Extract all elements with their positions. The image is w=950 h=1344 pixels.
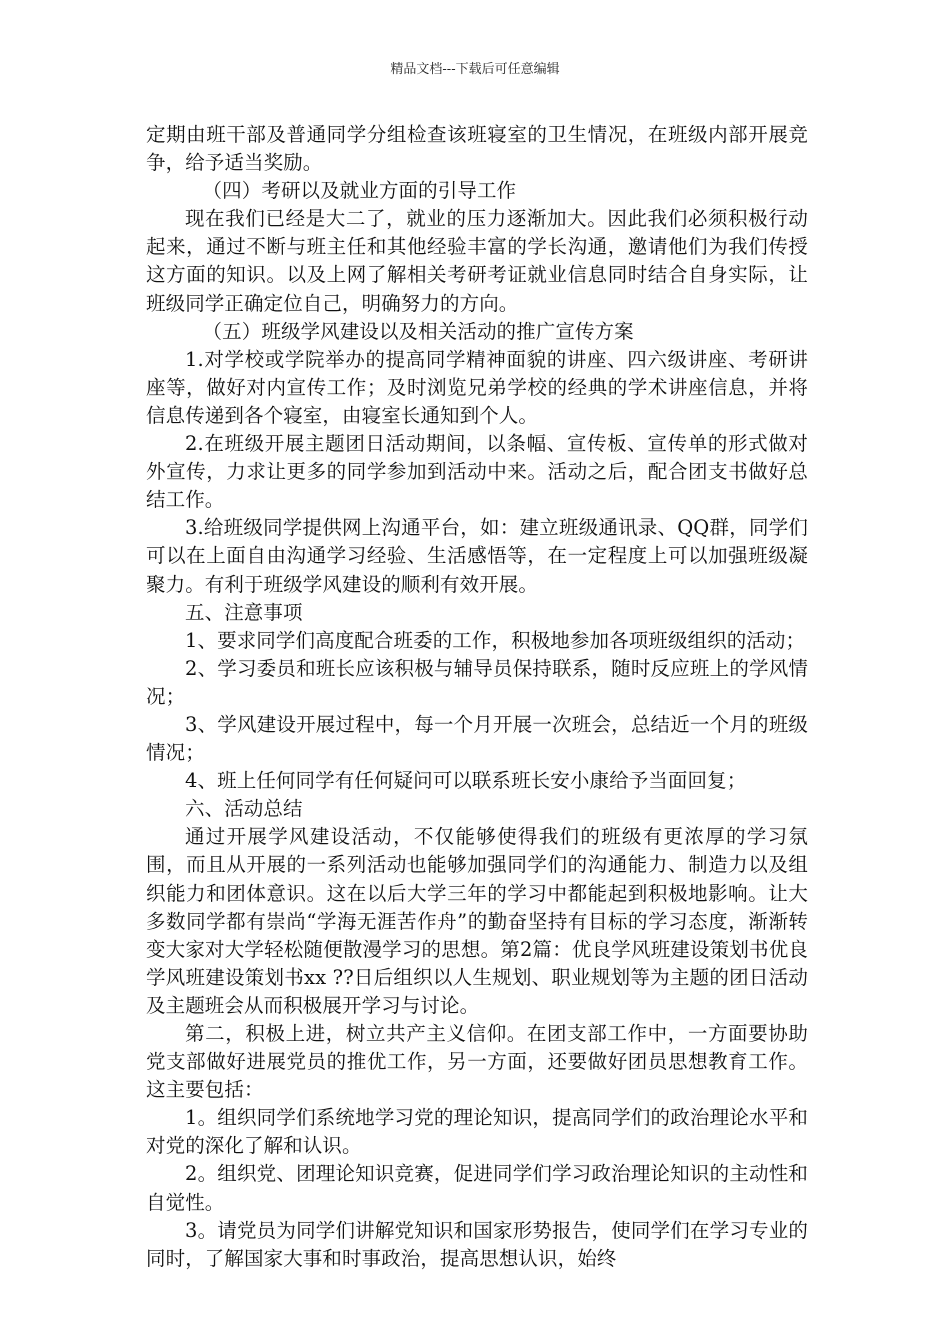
list-item: 4、班上任何同学有任何疑问可以联系班长安小康给予当面回复； (185, 769, 747, 793)
list-item: 3。请党员为同学们讲解党知识和国家形势报告，使同学们在学习专业的同时，了解国家大事和时事政治，提高思想认识，始终 (146, 1218, 808, 1270)
paragraph: 第二，积极上进，树立共产主义信仰。在团支部工作中，一方面要协助党支部做好进展党员的推优工作，另一方面，还要做好团员思想教育工作。这主要包括： (146, 1022, 808, 1102)
paragraph: 2.在班级开展主题团日活动期间，以条幅、宣传板、宣传单的形式做对外宣传，力求让更多的同学参加到活动中来。活动之后，配合团支书做好总结工作。 (146, 432, 808, 512)
list-item: 2、学习委员和班长应该积极与辅导员保持联系，随时反应班上的学风情况； (146, 656, 808, 708)
section-heading: 五、注意事项 (185, 600, 303, 624)
paragraph: 3.给班级同学提供网上沟通平台，如：建立班级通讯录、QQ群，同学们可以在上面自由沟通学习经验、生活感悟等，在一定程度上可以加强班级凝聚力。有利于班级学风建设的顺利有效开展。 (146, 516, 808, 596)
paragraph: 现在我们已经是大二了，就业的压力逐渐加大。因此我们必须积极行动起来，通过不断与班主任和其他经验丰富的学长沟通，邀请他们为我们传授这方面的知识。以及上网了解相关考研考证就业信息同时结合自身实际，让班级同学正确定位自己，明确努力的方向。 (146, 207, 808, 315)
section-heading: 六、活动总结 (185, 797, 303, 821)
list-item: 2。组织党、团理论知识竞赛，促进同学们学习政治理论知识的主动性和自觉性。 (146, 1162, 808, 1214)
list-item: 1、要求同学们高度配合班委的工作，积极地参加各项班级组织的活动； (185, 628, 806, 652)
list-item: 3、学风建设开展过程中，每一个月开展一次班会，总结近一个月的班级情况； (146, 712, 808, 765)
paragraph: 1.对学校或学院举办的提高同学精神面貌的讲座、四六级讲座、考研讲座等，做好对内宣传工作；及时浏览兄弟学校的经典的学术讲座信息，并将信息传递到各个寝室，由寝室长通知到个人。 (146, 347, 808, 427)
section-heading: （五）班级学风建设以及相关活动的推广宣传方案 (202, 319, 634, 343)
paragraph: 通过开展学风建设活动，不仅能够使得我们的班级有更浓厚的学习氛围，而且从开展的一系列活动也能够加强同学们的沟通能力、制造力以及组织能力和团体意识。这在以后大学三年的学习中都能起到积极地影响。让大多数同学都有崇尚“学海无涯苦作舟”的勤奋坚持有目标的学习态度，渐渐转变大家对大学轻松随便散漫学习的思想。第2篇：优良学风班建设策划书优良学风班建设策划书xx ??日后组织以人生规划、职业规划等为主题的团日活动及主题班会从而积极展开学习与讨论。 (146, 825, 808, 1017)
paragraph: 定期由班干部及普通同学分组检查该班寝室的卫生情况，在班级内部开展竞争，给予适当奖励。 (146, 123, 808, 175)
document-body (146, 121, 808, 1273)
section-heading: （四）考研以及就业方面的引导工作 (202, 179, 517, 203)
list-item: 1。组织同学们系统地学习党的理论知识，提高同学们的政治理论水平和对党的深化了解和认识。 (146, 1106, 808, 1158)
page-header: 精品文档---下载后可任意编辑 (390, 62, 560, 77)
